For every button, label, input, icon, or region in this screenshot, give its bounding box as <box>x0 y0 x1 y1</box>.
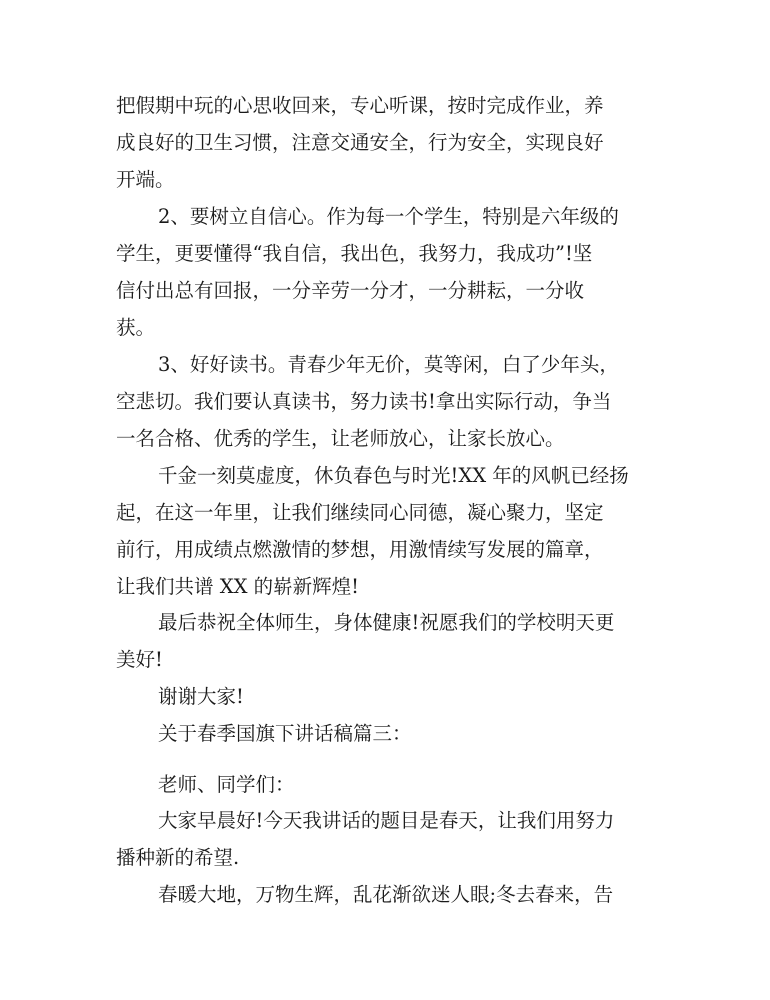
text-line: 谢谢大家! <box>158 685 244 708</box>
text-line: 开端。 <box>116 168 175 191</box>
text-line: 把假期中玩的心思收回来，专心听课，按时完成作业，养 <box>116 94 604 117</box>
text-line: 最后恭祝全体师生，身体健康!祝愿我们的学校明天更 <box>158 611 615 634</box>
text-line: 播种新的希望. <box>116 846 240 869</box>
text-line: 让我们共谱 XX 的崭新辉煌! <box>116 575 359 598</box>
text-line: 大家早晨好!今天我讲话的题目是春天，让我们用努力 <box>158 809 615 832</box>
text-line: 空悲切。我们要认真读书，努力读书!拿出实际行动，争当 <box>116 390 612 413</box>
text-line: 3、好好读书。青春少年无价，莫等闲，白了少年头， <box>158 353 619 376</box>
text-line: 起，在这一年里，让我们继续同心同德，凝心聚力，坚定 <box>116 501 604 524</box>
text-line: 春暖大地，万物生辉，乱花渐欲迷人眼;冬去春来，告 <box>158 883 614 906</box>
text-line: 学生，更要懂得“我自信，我出色，我努力，我成功”!坚 <box>116 242 593 265</box>
text-line: 成良好的卫生习惯，注意交通安全，行为安全，实现良好 <box>116 131 604 154</box>
text-line: 一名合格、优秀的学生，让老师放心，让家长放心。 <box>116 427 565 450</box>
text-line: 千金一刻莫虚度，休负春色与时光!XX 年的风帆已经扬 <box>158 464 629 487</box>
salutation: 老师、同学们： <box>158 773 295 796</box>
text-line: 前行，用成绩点燃激情的梦想，用激情续写发展的篇章， <box>116 538 604 561</box>
text-line: 美好! <box>116 648 163 671</box>
text-line: 信付出总有回报，一分辛劳一分才，一分耕耘，一分收 <box>116 279 585 302</box>
section-heading: 关于春季国旗下讲话稿篇三： <box>158 722 412 745</box>
text-line: 获。 <box>116 316 156 339</box>
text-line: 2、要树立自信心。作为每一个学生，特别是六年级的 <box>158 205 619 228</box>
